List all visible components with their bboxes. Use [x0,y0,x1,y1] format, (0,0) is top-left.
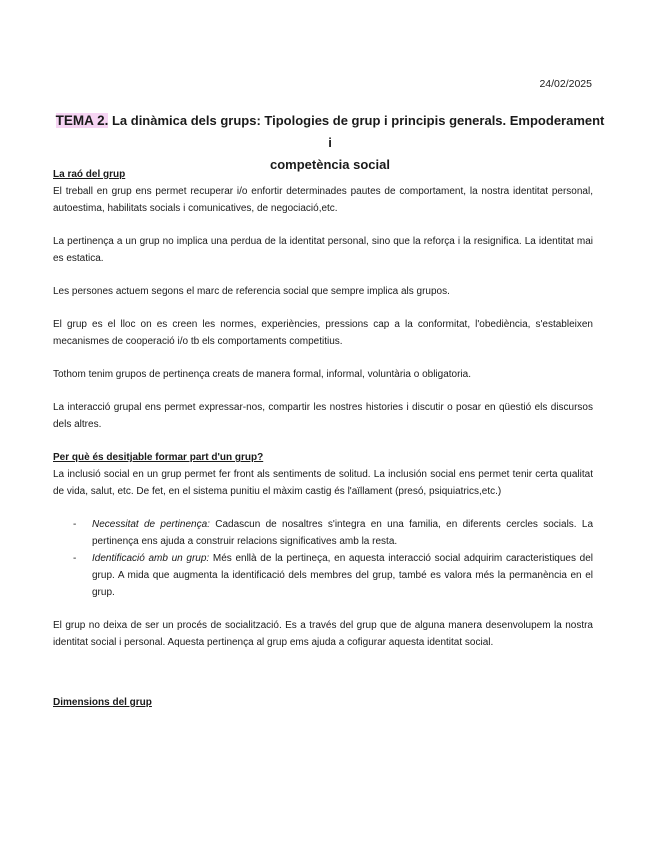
title-line-1-text: La dinàmica dels grups: Tipologies de grup i principis generals. Empoderament i [108,113,605,150]
document-date: 24/02/2025 [539,78,592,90]
paragraph: Tothom tenim grupos de pertinença creats de manera formal, informal, voluntària o obligatoria. [53,369,471,380]
section-heading-perque: Per què és desitjable formar part d'un grup? [53,452,264,463]
paragraph: La inclusió social en un grup permet fer front als sentiments de solitud. La inclusión social ens permet tenir certa qualitat de vida, salut, etc. De fet, en el sistema punitiu el màxim castig és l'aïllament (presó, psiquiatrics,etc.) [53,469,593,497]
bullet-item [53,516,593,550]
paragraph: La interacció grupal ens permet expressar-nos, compartir les nostres histories i discutir o posar en qüestió els discursos dels altres. [53,402,593,430]
bullet-label: Necessitat de pertinença: [92,519,210,530]
paragraph: La pertinença a un grup no implica una perdua de la identitat personal, sino que la reforça i la resignifica. La identitat mai es estatica. [53,236,593,264]
section-heading-rao: La raó del grup [53,169,126,180]
bullet-dash: - [73,519,77,530]
section-heading-dimensions: Dimensions del grup [53,697,152,708]
bullet-label: Identificació amb un grup: [92,553,210,564]
document-body [53,166,593,651]
paragraph: El grup es el lloc on es creen les normes, experiències, pressions cap a la conformitat, l'obediència, s'estableixen mecanismes de cooperació i/o tb els comportaments competitius. [53,319,593,347]
bullet-text: Més enllà de la pertineça, en aquesta interacció social adquirim caracteristiques del grup. A mida que augmenta la identificació dels membres del grup, també es valora més la permanència en el grup. [92,553,593,598]
title-line-2-text: competència social [270,157,390,172]
paragraph: Les persones actuem segons el marc de referencia social que sempre implica als grupos. [53,286,450,297]
bullet-text: Cadascun de nosaltres s'integra en una familia, en diferents cercles socials. La pertinença ens ajuda a construir relacions significatives amb la resta. [92,519,594,547]
paragraph: El grup no deixa de ser un procés de socialització. Es a través del grup que de alguna manera desenvolupem la nostra identitat social i personal. Aquesta pertinença al grup ems ajuda a cofigurar aquesta identitat social. [53,620,593,648]
bullet-item [53,550,593,601]
title-line-1 [52,110,608,154]
bullet-dash: - [73,553,77,564]
bullet-list [53,516,593,601]
paragraph: El treball en grup ens permet recuperar i/o enfortir determinades pautes de comportament, la nostra identitat personal, autoestima, habilitats socials i comunicatives, de negociació,etc. [53,186,593,214]
title-tema-label: TEMA 2. [55,113,109,128]
